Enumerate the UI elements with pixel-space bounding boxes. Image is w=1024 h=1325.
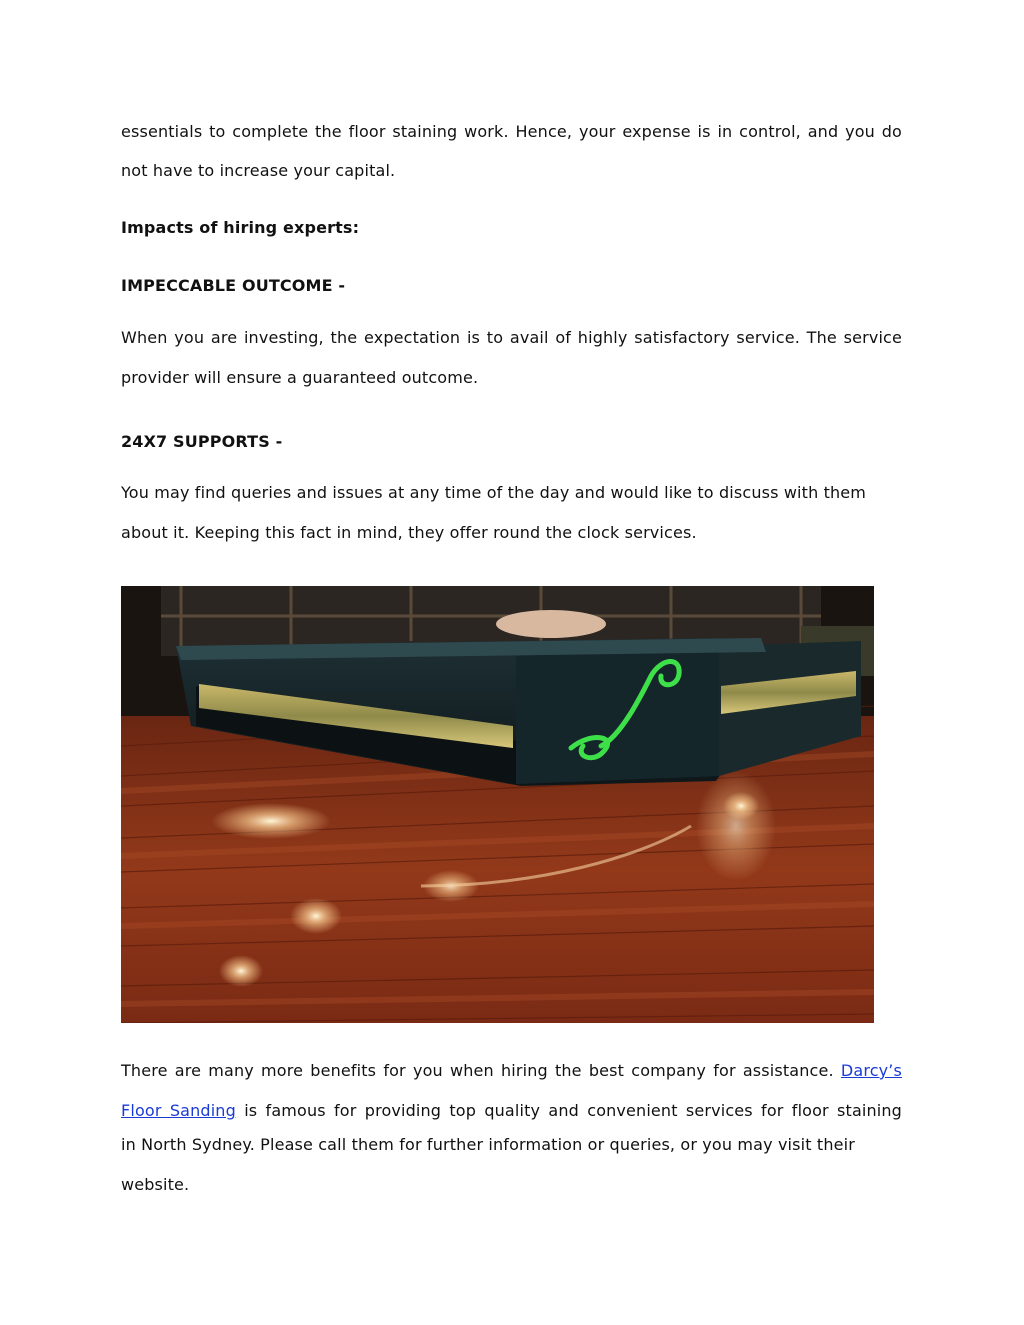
section-heading: Impacts of hiring experts:: [121, 218, 360, 237]
darcys-floor-sanding-link-continued[interactable]: Floor Sanding: [121, 1101, 236, 1120]
subsection-heading-outcome: IMPECCABLE OUTCOME -: [121, 276, 346, 295]
paragraph-line: When you are investing, the expectation is to avail of highly satisfactory service. The service: [121, 328, 902, 347]
paragraph-line: about it. Keeping this fact in mind, they offer round the clock services.: [121, 523, 697, 542]
subsection-heading-support: 24X7 SUPPORTS -: [121, 432, 283, 451]
paragraph-line: You may find queries and issues at any time of the day and would like to discuss with them: [121, 483, 867, 502]
darcys-floor-sanding-link[interactable]: Darcy’s: [840, 1061, 902, 1080]
paragraph-line: website.: [121, 1175, 190, 1194]
paragraph-line: [121, 1061, 902, 1081]
paragraph-text: is famous for providing top quality and convenient services for floor staining: [244, 1101, 902, 1120]
paragraph-line: essentials to complete the floor staining work. Hence, your expense is in control, and you do: [121, 122, 902, 141]
paragraph-line: in North Sydney. Please call them for further information or queries, or you may visit their: [121, 1135, 855, 1154]
paragraph-line: provider will ensure a guaranteed outcome.: [121, 368, 479, 387]
paragraph-line: [121, 1101, 902, 1121]
floor-photo: [121, 586, 874, 1023]
paragraph-line: not have to increase your capital.: [121, 161, 396, 180]
paragraph-text: There are many more benefits for you when hiring the best company for assistance.: [121, 1061, 834, 1080]
